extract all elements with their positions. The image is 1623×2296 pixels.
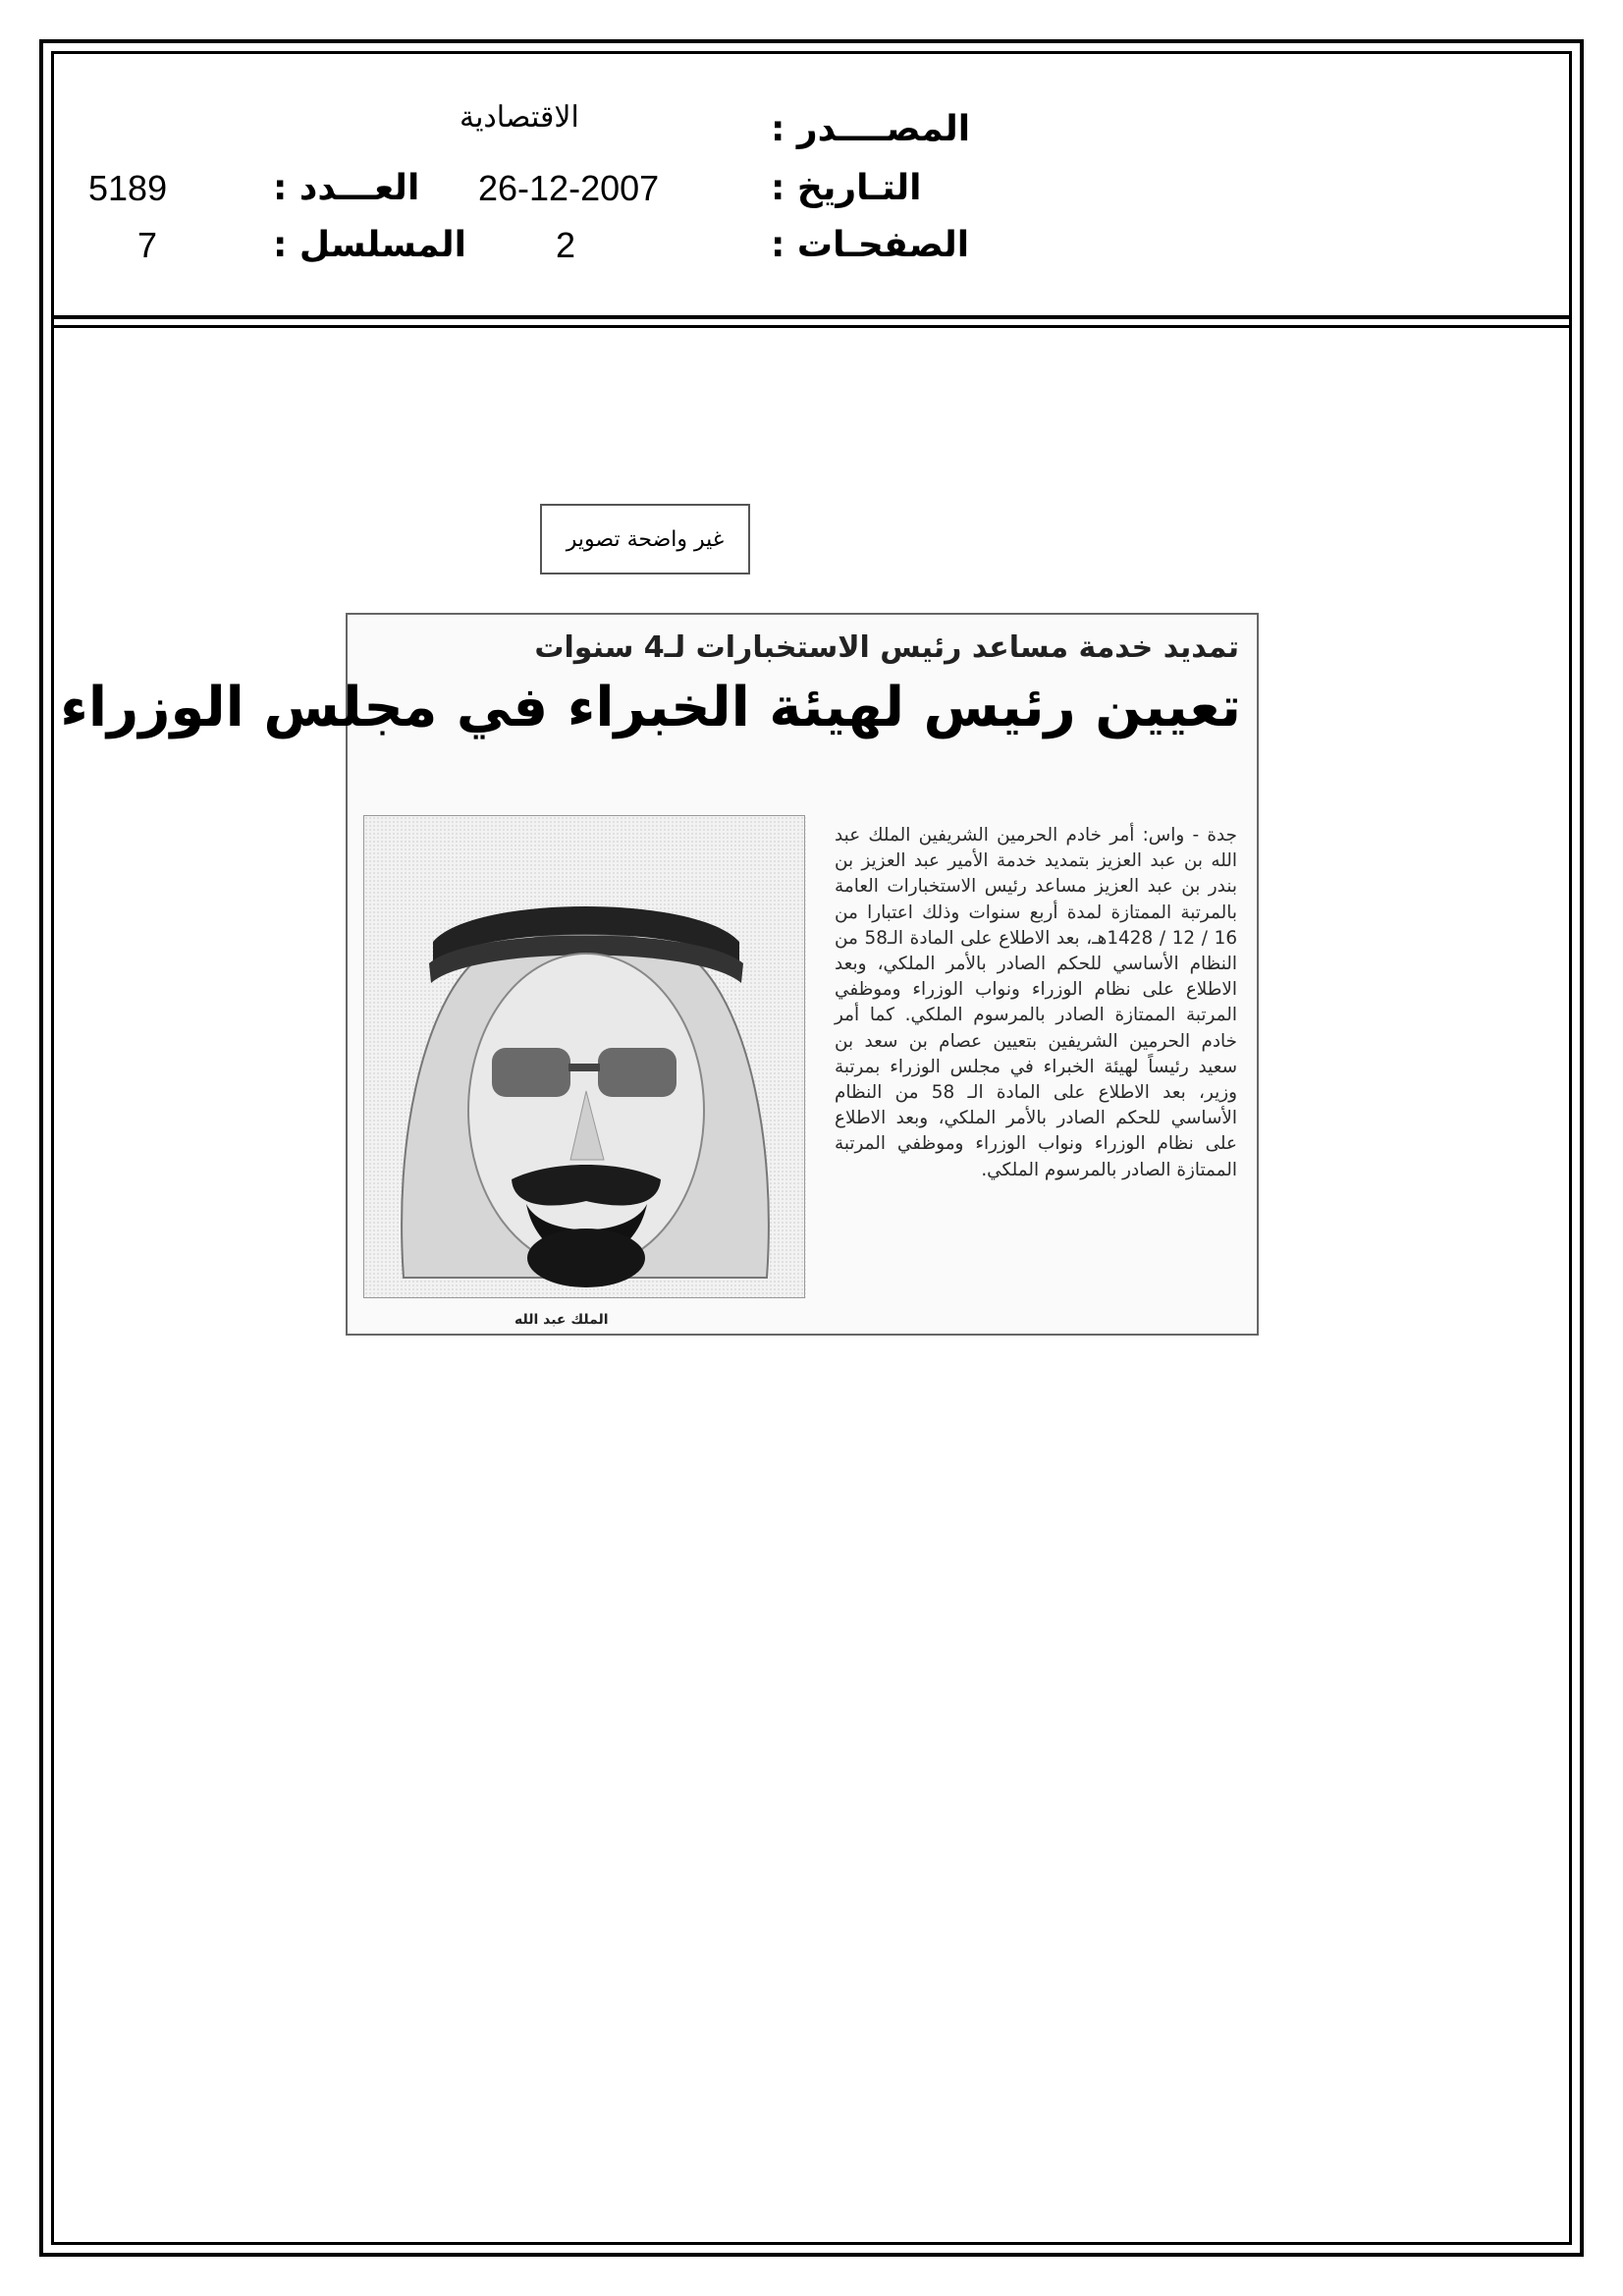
article-headline: تعيين رئيس لهيئة الخبراء في مجلس الوزراء [60,676,1241,739]
source-value: الاقتصادية [460,101,579,134]
portrait-photo [363,815,805,1298]
date-value: 26-12-2007 [478,168,660,208]
header-separator-inner [51,325,1572,328]
pages-value: 2 [556,225,576,265]
header-separator [51,315,1572,319]
quality-note: غير واضحة تصوير [540,504,750,574]
issue-label: العـــدد : [273,168,420,208]
pages-label: الصفحـات : [771,225,970,265]
issue-value: 5189 [88,168,168,208]
serial-value: 7 [137,225,158,265]
newspaper-clipping [60,613,1259,1336]
date-label: التـاريخ : [771,168,922,208]
portrait-illustration [364,816,806,1299]
photo-caption: الملك عبد الله [514,1312,609,1328]
source-label: المصــــدر : [771,109,971,149]
article-subheadline: تمديد خدمة مساعد رئيس الاستخبارات لـ4 سنوات [534,630,1239,665]
serial-label: المسلسل : [273,225,467,265]
article-body: جدة - واس: أمر خادم الحرمين الشريفين الملك عبد الله بن عبد العزيز بتمديد خدمة الأمير عبد العزيز بن بندر بن عبد العزيز مساعد رئيس الاستخبارات العامة بالمرتبة الممتازة لمدة أربع سنوات وذلك اعتبارا من 16 / 12 / 1428هـ، بعد الاطلاع على المادة الـ58 من النظام الأساسي للحكم الصادر بالأمر الملكي، وبعد الاطلاع على نظام الوزراء ونواب الوزراء وموظفي المرتبة الممتازة الصادر بالمرسوم الملكي. كما أمر خادم الحرمين الشريفين بتعيين عصام بن سعد بن سعيد رئيساً لهيئة الخبراء في مجلس الوزراء بمرتبة وزير، بعد الاطلاع على المادة الـ 58 من النظام الأساسي للحكم الصادر بالأمر الملكي، وبعد الاطلاع على نظام الوزراء ونواب الوزراء وموظفي المرتبة الممتازة الصادر بالمرسوم الملكي. [835,825,1238,1180]
